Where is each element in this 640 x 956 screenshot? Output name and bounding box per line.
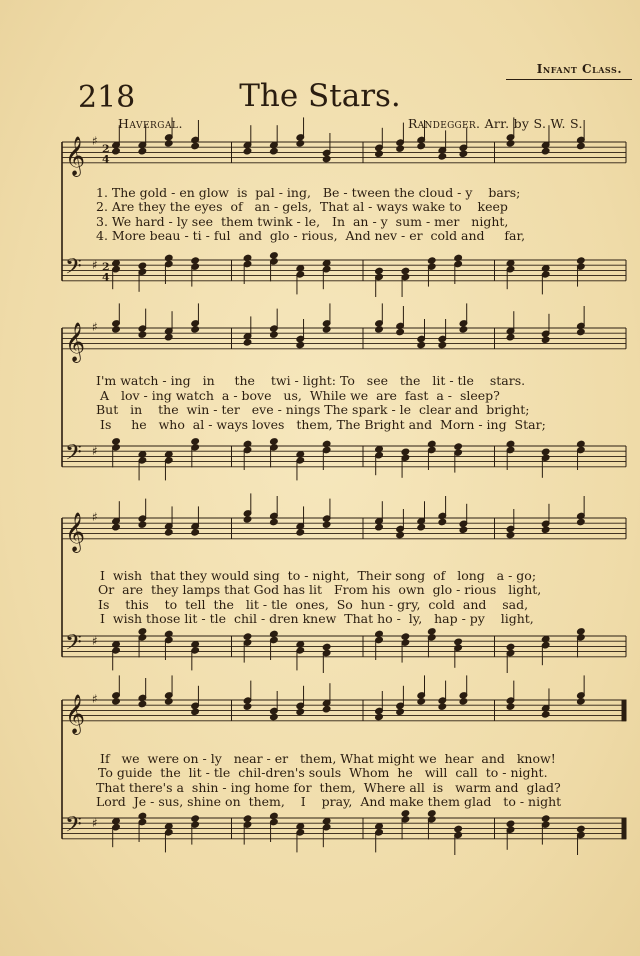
notehead: [164, 140, 173, 148]
lyric-line: A lov - ing watch a - bove us, While we are fast a - sleep?: [100, 388, 500, 403]
notehead: [138, 521, 147, 529]
notehead: [191, 257, 200, 265]
notehead: [459, 526, 468, 534]
notehead: [396, 531, 405, 539]
notehead: [427, 628, 436, 636]
final-barline: [622, 700, 626, 721]
treble-clef: 𝄞: [65, 321, 86, 362]
notehead: [541, 265, 550, 273]
notehead: [506, 440, 515, 448]
notehead: [296, 140, 305, 148]
notehead: [401, 633, 410, 641]
notehead: [375, 326, 384, 334]
notehead: [296, 451, 305, 459]
notehead: [375, 523, 384, 531]
bass-clef: 𝄢: [65, 812, 82, 843]
lyric-line: I wish those lit - tle chil - dren knew That ho - ly, hap - py light,: [100, 611, 534, 626]
notehead: [454, 638, 463, 646]
notehead: [506, 531, 515, 539]
notehead: [243, 633, 252, 641]
notehead: [296, 708, 305, 716]
notehead: [243, 147, 252, 155]
notehead: [459, 326, 468, 334]
notehead: [427, 257, 436, 265]
notehead: [296, 641, 305, 649]
notehead: [164, 254, 173, 262]
notehead: [417, 698, 426, 706]
notehead: [112, 523, 121, 531]
notehead: [191, 142, 200, 150]
notehead: [506, 643, 515, 651]
sharp-sign: ♯: [92, 320, 98, 334]
notehead: [164, 333, 173, 341]
sharp-sign: ♯: [92, 444, 98, 459]
notehead: [322, 643, 331, 651]
notehead: [506, 140, 515, 148]
notehead: [138, 147, 147, 155]
lyric-line: But in the win - ter eve - nings The spark - le clear and bright;: [96, 402, 530, 417]
composer-name: Randegger.: [408, 116, 481, 131]
notehead: [138, 451, 147, 459]
notehead: [191, 815, 200, 823]
lyric-line: I'm watch - ing in the twi - light: To see the lit - tle stars.: [96, 373, 526, 388]
notehead: [270, 438, 279, 446]
notehead: [270, 713, 279, 721]
notehead: [112, 147, 121, 155]
notehead: [459, 698, 468, 706]
notehead: [577, 440, 586, 448]
lyric-line: 3. We hard - ly see them twink - le, In an - y sum - mer night,: [96, 214, 509, 229]
notehead: [138, 628, 147, 636]
notehead: [112, 698, 121, 706]
notehead: [577, 518, 586, 526]
notehead: [375, 150, 384, 158]
lyric-line: Lord Je - sus, shine on them, I pray, And make them glad to - night: [96, 794, 562, 809]
notehead: [541, 448, 550, 456]
notehead: [322, 440, 331, 448]
notehead: [270, 812, 279, 820]
hymn-number: 218: [78, 80, 136, 115]
hymn-title: The Stars.: [239, 78, 401, 114]
notehead: [401, 448, 410, 456]
notehead: [438, 703, 447, 711]
notehead: [396, 145, 405, 153]
sharp-sign: ♯: [92, 510, 98, 524]
notehead: [322, 326, 331, 334]
notehead: [396, 708, 405, 716]
treble-clef: 𝄞: [65, 693, 86, 734]
notehead: [577, 628, 586, 636]
notehead: [375, 445, 384, 453]
notehead: [506, 703, 515, 711]
lyric-line: Is this to tell the lit - tle ones, So hun - gry, cold and sad,: [98, 597, 529, 612]
lyric-line: If we were on - ly near - er them, What might we hear and know!: [100, 751, 556, 766]
lyric-line: 1. The gold - en glow is pal - ing, Be - tween the cloud - y bars;: [96, 185, 521, 200]
notehead: [270, 518, 279, 526]
notehead: [396, 328, 405, 336]
sharp-sign: ♯: [92, 258, 98, 273]
time-signature: 2: [102, 142, 110, 156]
time-signature: 2: [102, 260, 110, 274]
notehead: [541, 711, 550, 719]
final-barline: [622, 818, 626, 839]
notehead: [577, 257, 586, 265]
notehead: [164, 529, 173, 537]
notehead: [454, 443, 463, 451]
notehead: [541, 147, 550, 155]
notehead: [506, 333, 515, 341]
notehead: [112, 641, 121, 649]
notehead: [417, 142, 426, 150]
time-signature: 4: [102, 152, 110, 166]
notehead: [438, 153, 447, 161]
notehead: [577, 698, 586, 706]
notehead: [438, 341, 447, 349]
lyric-line: Or are they lamps that God has lit From his own glo - rious light,: [98, 582, 542, 597]
notehead: [541, 336, 550, 344]
lyric-line: 2. Are they the eyes of an - gels, That al - ways wake to keep: [96, 199, 508, 214]
lyric-line: Is he who al - ways loves them, The Bright and Morn - ing Star;: [100, 417, 546, 432]
notehead: [191, 326, 200, 334]
notehead: [506, 259, 515, 267]
bass-clef: 𝄢: [65, 630, 82, 661]
notehead: [243, 815, 252, 823]
notehead: [427, 440, 436, 448]
notehead: [375, 823, 384, 831]
notehead: [296, 823, 305, 831]
notehead: [322, 521, 331, 529]
notehead: [401, 267, 410, 275]
treble-clef: 𝄞: [65, 135, 86, 176]
notehead: [296, 265, 305, 273]
lyric-line: I wish that they would sing to - night, Their song of long a - go;: [100, 568, 537, 583]
notehead: [112, 817, 121, 825]
notehead: [322, 705, 331, 713]
bass-clef: 𝄢: [65, 440, 82, 471]
time-signature: 4: [102, 270, 110, 284]
notehead: [296, 341, 305, 349]
notehead: [164, 823, 173, 831]
notehead: [454, 254, 463, 262]
notehead: [270, 252, 279, 260]
notehead: [191, 641, 200, 649]
notehead: [191, 438, 200, 446]
sharp-sign: ♯: [92, 692, 98, 706]
notehead: [438, 518, 447, 526]
section-label: Infant Class.: [536, 62, 622, 76]
notehead: [577, 328, 586, 336]
notehead: [164, 698, 173, 706]
notehead: [401, 810, 410, 818]
notehead: [243, 440, 252, 448]
treble-clef: 𝄞: [65, 511, 86, 552]
notehead: [138, 700, 147, 708]
notehead: [375, 267, 384, 275]
lyric-line: 4. More beau - ti - ful and glo - rious, And nev - er cold and far,: [96, 228, 526, 243]
notehead: [577, 142, 586, 150]
notehead: [541, 815, 550, 823]
notehead: [375, 713, 384, 721]
notehead: [270, 630, 279, 638]
sharp-sign: ♯: [92, 134, 98, 148]
notehead: [417, 523, 426, 531]
notehead: [296, 529, 305, 537]
notehead: [417, 341, 426, 349]
notehead: [112, 326, 121, 334]
notehead: [454, 825, 463, 833]
notehead: [243, 339, 252, 347]
notehead: [427, 810, 436, 818]
notehead: [112, 259, 121, 267]
notehead: [243, 703, 252, 711]
notehead: [138, 812, 147, 820]
notehead: [541, 526, 550, 534]
notehead: [541, 635, 550, 643]
notehead: [506, 820, 515, 828]
notehead: [164, 630, 173, 638]
notehead: [138, 331, 147, 339]
lyric-line: That there's a shin - ing home for them, Where all is warm and glad?: [96, 780, 561, 795]
notehead: [322, 817, 331, 825]
lyric-line: To guide the lit - tle chil-dren's souls Whom he will call to - night.: [98, 765, 548, 780]
notehead: [191, 708, 200, 716]
notehead: [459, 150, 468, 158]
notehead: [243, 516, 252, 524]
notehead: [322, 259, 331, 267]
bass-clef: 𝄢: [65, 254, 82, 285]
notehead: [270, 331, 279, 339]
notehead: [164, 451, 173, 459]
notehead: [191, 529, 200, 537]
sharp-sign: ♯: [92, 634, 98, 649]
notehead: [138, 262, 147, 270]
sharp-sign: ♯: [92, 816, 98, 831]
notehead: [375, 630, 384, 638]
notehead: [577, 825, 586, 833]
arranger-credit: Arr. by S. W. S.: [484, 116, 583, 131]
notehead: [322, 155, 331, 163]
author-credit: Havergal.: [118, 116, 183, 131]
notehead: [243, 254, 252, 262]
notehead: [270, 147, 279, 155]
notehead: [112, 438, 121, 446]
